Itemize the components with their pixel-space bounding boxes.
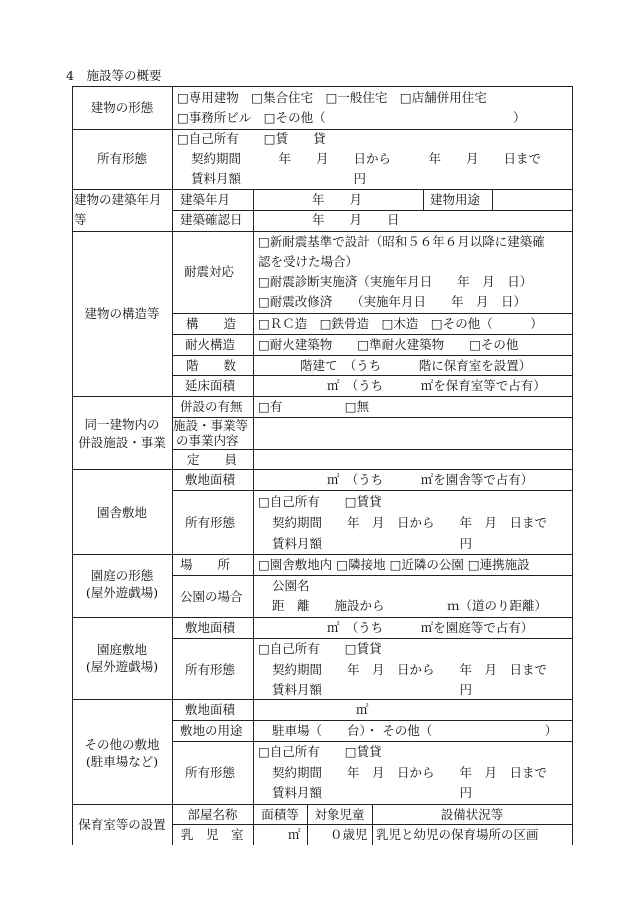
park-case-label: 公園の場合 xyxy=(180,589,243,604)
yard-place-options: □園舎敷地内 □隣接地 □近隣の公園 □連携施設 xyxy=(258,557,530,572)
seismic-option-3: □耐震改修済 （実施年月日 年 月 日） xyxy=(258,294,527,309)
built-ym-value: 年 月 xyxy=(312,192,363,207)
site-own-label: 所有形態 xyxy=(185,515,236,530)
building-form-options-2: □事務所ビル □その他（ ） xyxy=(177,110,526,125)
ownership-rent: 賃料月額 円 xyxy=(191,171,367,186)
label-nursery: 保育室等の設置 xyxy=(78,817,166,832)
other-use-label: 敷地の用途 xyxy=(180,723,243,738)
label-built-1: 建物の建築年月 xyxy=(74,192,162,207)
label-other-site-2: (駐車場など) xyxy=(85,754,159,769)
other-use-value: 駐車場（ 台）・ その他（ ） xyxy=(272,723,558,738)
floors-value: 階建て （うち 階に保育室を設置） xyxy=(300,358,532,373)
nursery-header-area: 面積等 xyxy=(261,807,299,822)
label-ownership: 所有形態 xyxy=(96,151,147,166)
seismic-option-2: □耐震診断実施済（実施年月日 年 月 日） xyxy=(258,274,533,289)
park-name: 公園名 xyxy=(272,578,310,593)
combined-content-label-1: 施設・事業等 xyxy=(173,418,249,433)
nursery-header-target: 対象児童 xyxy=(314,807,365,822)
other-own-label: 所有形態 xyxy=(185,765,236,780)
label-yard-site-1: 園庭敷地 xyxy=(96,642,147,657)
building-form-options-1: □専用建物 □集合住宅 □一般住宅 □店舗併用住宅 xyxy=(177,90,487,105)
floors-label: 階 数 xyxy=(186,358,237,373)
floor-area-value: ㎡ （うち ㎡を保育室等で占有） xyxy=(327,378,546,393)
label-yard-form-1: 園庭の形態 xyxy=(90,568,154,583)
yard-rent: 賃料月額 円 xyxy=(272,682,473,697)
nursery-row-room: 乳 児 室 xyxy=(181,827,244,842)
building-use-label: 建物用途 xyxy=(430,192,481,207)
other-rent: 賃料月額 円 xyxy=(272,785,473,800)
fire-value: □耐火建築物 □準耐火建築物 □その他 xyxy=(258,337,519,352)
section-heading: 4 施設等の概要 xyxy=(66,68,162,83)
confirm-date-value: 年 月 日 xyxy=(312,212,400,227)
seismic-label: 耐震対応 xyxy=(184,264,235,279)
site-area-value: ㎡ （うち ㎡を園舎等で占有） xyxy=(327,472,534,487)
combined-content-label-2: の事業内容 xyxy=(176,433,239,448)
ownership-contract-period: 契約期間 年 月 日から 年 月 日まで xyxy=(191,151,542,166)
seismic-option-1b: 認を受けた場合） xyxy=(258,254,359,269)
nursery-row-equipment: 乳児と幼児の保育場所の区画 xyxy=(376,827,539,842)
built-ym-label: 建築年月 xyxy=(180,192,231,207)
yard-own-label: 所有形態 xyxy=(185,662,236,677)
nursery-header-equipment: 設備状況等 xyxy=(440,807,504,822)
yard-area-label: 敷地面積 xyxy=(185,620,236,635)
combined-exists-label: 併設の有無 xyxy=(180,399,243,414)
floor-area-label: 延床面積 xyxy=(185,378,236,393)
label-site: 園舎敷地 xyxy=(96,505,147,520)
label-combined-2: 併設施設・事業 xyxy=(78,435,166,450)
site-own-options: □自己所有 □賃貸 xyxy=(258,494,382,509)
site-contract-period: 契約期間 年 月 日から 年 月 日まで xyxy=(272,515,548,530)
kozo-label: 構 造 xyxy=(186,316,237,331)
label-building-form: 建物の形態 xyxy=(90,100,154,115)
other-contract-period: 契約期間 年 月 日から 年 月 日まで xyxy=(272,765,548,780)
other-own-options: □自己所有 □賃貸 xyxy=(258,744,382,759)
label-combined-1: 同一建物内の xyxy=(84,417,160,432)
seismic-option-1: □新耐震基準で設計（昭和５６年６月以降に建築確 xyxy=(258,234,545,249)
label-built-2: 等 xyxy=(74,212,87,227)
yard-place-label: 場 所 xyxy=(180,557,231,572)
yard-area-value: ㎡ （うち ㎡を園庭等で占有） xyxy=(327,620,534,635)
park-distance: 距 離 施設から ｍ（道のり距離） xyxy=(272,598,548,613)
nursery-row-target: ０歳児 xyxy=(330,827,368,842)
kozo-value: □ＲＣ造 □鉄骨造 □木造 □その他（ ） xyxy=(258,316,543,331)
other-area-label: 敷地面積 xyxy=(185,702,236,717)
site-rent: 賃料月額 円 xyxy=(272,536,473,551)
site-area-label: 敷地面積 xyxy=(185,472,236,487)
label-structure: 建物の構造等 xyxy=(84,306,160,321)
label-yard-site-2: (屋外遊戯場) xyxy=(85,659,159,674)
confirm-date-label: 建築確認日 xyxy=(180,212,243,227)
combined-exists-value: □有 □無 xyxy=(258,399,370,414)
yard-contract-period: 契約期間 年 月 日から 年 月 日まで xyxy=(272,662,548,677)
label-yard-form-2: (屋外遊戯場) xyxy=(85,585,159,600)
nursery-header-room: 部屋名称 xyxy=(187,807,238,822)
ownership-options: □自己所有 □賃 貸 xyxy=(177,131,326,146)
label-other-site-1: その他の敷地 xyxy=(84,737,160,752)
nursery-row-area: ㎡ xyxy=(288,827,301,842)
yard-own-options: □自己所有 □賃貸 xyxy=(258,641,382,656)
other-area-value: ㎡ xyxy=(356,702,369,717)
fire-label: 耐火構造 xyxy=(185,337,236,352)
combined-capacity-label: 定 員 xyxy=(187,452,238,467)
